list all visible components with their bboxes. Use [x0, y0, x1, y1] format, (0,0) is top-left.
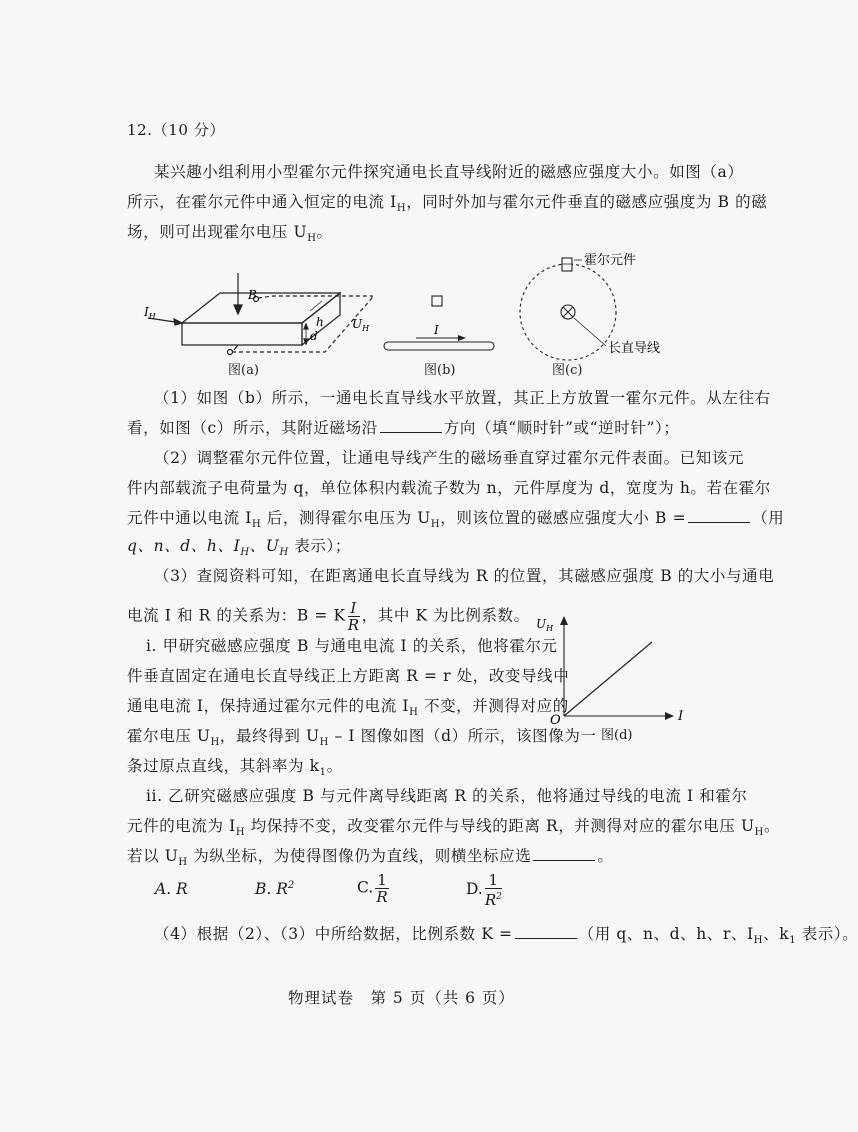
subscript: H [251, 519, 262, 531]
part2-line-3 [127, 508, 784, 535]
figure-b-wire [384, 342, 494, 350]
part3ii-text: 。 [763, 817, 781, 835]
part2-text: q、n、d、h、I [127, 537, 241, 555]
intro-text: 所示，在霍尔元件中通入恒定的电流 I [127, 193, 397, 211]
subscript: 1 [319, 767, 327, 779]
part4-text: 表示）。 [796, 925, 858, 943]
part1-line-2 [127, 418, 679, 438]
part3i-line-4 [127, 726, 597, 753]
part1-line-1: （1）如图（b）所示，一通电长直导线水平放置，其正上方放置一霍尔元件。从左往右 [154, 389, 771, 407]
part4-line [154, 924, 858, 951]
figure-a-d-label: d [310, 329, 318, 343]
option-d-text: D. [466, 880, 483, 898]
subscript: H [235, 827, 246, 839]
figure-a-h-label: h [316, 315, 324, 329]
subscript: H [396, 203, 407, 215]
part3ii-line-1: ii. 乙研究磁感应强度 B 与元件离导线距离 R 的关系，他将通过导线的电流 I 和霍尔 [146, 787, 748, 805]
figure-d-uh-label: $U_H$ [536, 617, 554, 633]
part3i-text: – I 图像如图（d）所示，该图像为一 [328, 727, 597, 745]
subscript: H [210, 737, 220, 749]
part3i-line-2: 件垂直固定在通电长直导线正上方距离 R = r 处，改变导线中 [127, 667, 570, 685]
subscript: H [753, 935, 764, 947]
part3ii-text: 为纵坐标，为使得图像仍为直线，则横坐标应选 [187, 847, 532, 865]
part4-text: 、k [763, 925, 790, 943]
subscript: H [754, 827, 764, 839]
option-c-fraction: $\frac{1}{R}$ [376, 871, 388, 906]
part2-line-2: 件内部载流子电荷量为 q，单位体积内载流子数为 n，元件厚度为 d，宽度为 h。若在霍尔 [127, 479, 771, 497]
figure-c-hall-label: 霍尔元件 [584, 253, 637, 268]
answer-blank-2[interactable] [688, 508, 750, 523]
intro-line-1: 某兴趣小组利用小型霍尔元件探究通电长直导线附近的磁感应强度大小。如图（a） [154, 163, 744, 181]
figure-c-caption: 图(c) [552, 363, 583, 378]
part3ii-line-2 [127, 816, 780, 843]
figure-a-terminal-bottom [228, 350, 233, 355]
figure-d-i-label: I [678, 709, 684, 724]
figure-d-y-arrow [560, 616, 568, 625]
part2-text: （用 [752, 509, 785, 527]
figure-b-caption: 图(b) [424, 363, 456, 378]
part3ii-line-3 [127, 846, 613, 873]
subscript: H [307, 233, 317, 245]
subscript: H [409, 707, 419, 719]
figure-b-current-arrowhead [458, 335, 466, 341]
part2-line-4 [127, 536, 351, 563]
figure-a-terminal-wire [234, 345, 238, 350]
part3-line-1: （3）查阅资料可知，在距离通电长直导线为 R 的位置，其磁感应强度 B 的大小与通电 [154, 567, 775, 585]
figure-d-line [564, 642, 652, 716]
part2-text: 、U [249, 537, 280, 555]
intro-line-3 [127, 222, 333, 249]
superscript: 2 [287, 880, 295, 891]
figure-b [380, 290, 500, 360]
figure-b-i-label: I [434, 323, 439, 337]
part3ii-text: 若以 U [127, 847, 179, 865]
figure-a-caption: 图(a) [228, 363, 259, 378]
option-d-fraction: $\frac{1}{R^2}$ [484, 871, 502, 909]
figure-d-caption: 图(d) [601, 728, 633, 743]
part3-text: ，其中 K 为比例系数。 [361, 606, 530, 625]
part3ii-text: 元件的电流为 I [127, 817, 236, 835]
part2-text: ，则该位置的磁感应强度大小 B = [440, 509, 687, 527]
part3i-text: 条过原点直线，其斜率为 k [127, 757, 320, 775]
figure-d-x-arrow [665, 712, 674, 720]
figure-a-b-label: B [248, 288, 257, 302]
page-footer: 物理试卷 第 5 页（共 6 页） [288, 989, 515, 1007]
figure-a-h-marker [310, 301, 322, 311]
figure-a-b-arrowhead [234, 305, 242, 314]
subscript: H [178, 857, 188, 869]
figure-a-voltage-lead-top [258, 296, 372, 298]
part2-line-1: （2）调整霍尔元件位置，让通电导线产生的磁场垂直穿过霍尔元件表面。已知该元 [154, 449, 745, 467]
option-d[interactable] [466, 872, 504, 908]
part3i-text: 不变，并测得对应的 [418, 697, 569, 715]
formula-fraction: $\frac{I}{R}$ [347, 599, 360, 634]
answer-blank-3[interactable] [533, 846, 595, 861]
option-b-text: B. R [255, 880, 288, 899]
part2-text: 表示）； [288, 537, 351, 555]
option-a[interactable]: A. R [155, 880, 188, 898]
answer-blank-1[interactable] [380, 418, 442, 433]
part3ii-text: 。 [597, 847, 614, 865]
subscript: 1 [789, 935, 797, 947]
part1-text: 方向（填“顺时针”或“逆时针”）； [443, 419, 680, 437]
figure-c-hall-element [562, 258, 572, 271]
intro-text: 场，则可出现霍尔电压 U [127, 223, 308, 241]
subscript: H [279, 547, 289, 559]
part2-text: 后，测得霍尔电压为 U [261, 509, 431, 527]
part3i-line-5 [127, 756, 343, 783]
part3i-text: ，最终得到 U [219, 727, 320, 745]
question-number: 12.（10 分） [127, 121, 226, 139]
intro-line-2 [127, 192, 767, 219]
option-c[interactable] [357, 872, 391, 905]
intro-text: 。 [316, 223, 333, 241]
figure-d [530, 612, 700, 742]
figure-c-wire-pointer [574, 318, 606, 346]
part4-text: （用 q、n、d、h、r、I [578, 925, 754, 943]
figure-b-hall-element [432, 296, 442, 306]
subscript: H [319, 737, 329, 749]
figure-a-current-arrowhead [174, 319, 182, 325]
figure-c-wire-label: 长直导线 [608, 341, 661, 356]
part2-text: 元件中通以电流 I [127, 509, 252, 527]
figure-c [510, 248, 710, 363]
part3i-text: 通电电流 I，保持通过霍尔元件的电流 I [127, 697, 410, 715]
figure-d-origin-label: O [550, 713, 561, 728]
answer-blank-4[interactable] [515, 924, 577, 939]
option-b[interactable] [255, 880, 294, 898]
figure-a-front-face [182, 323, 302, 345]
part3i-text: 霍尔电压 U [127, 727, 211, 745]
part3i-text: 。 [326, 757, 343, 775]
figure-a [140, 268, 390, 368]
part3i-line-3 [127, 696, 569, 723]
figure-a-ih-label: $I_H$ [144, 305, 156, 321]
part1-text: 看，如图（c）所示，其附近磁场沿 [127, 419, 378, 437]
intro-text: ，同时外加与霍尔元件垂直的磁感应强度为 B 的磁 [406, 193, 768, 211]
part3-line-2 [127, 600, 530, 633]
figure-a-d-arrow-up [304, 324, 308, 329]
option-c-text: C. [357, 878, 374, 897]
figure-a-uh-label: $U_H$ [352, 317, 370, 333]
subscript: H [430, 519, 441, 531]
part3ii-text: 均保持不变，改变霍尔元件与导线的距离 R，并测得对应的霍尔电压 U [245, 817, 755, 835]
subscript: H [240, 547, 250, 559]
part4-text: （4）根据（2）、（3）中所给数据，比例系数 K = [154, 925, 513, 943]
part3-text: 电流 I 和 R 的关系为：B = K [127, 606, 346, 625]
part3i-line-1: i. 甲研究磁感应强度 B 与通电电流 I 的关系，他将霍尔元 [146, 637, 558, 655]
